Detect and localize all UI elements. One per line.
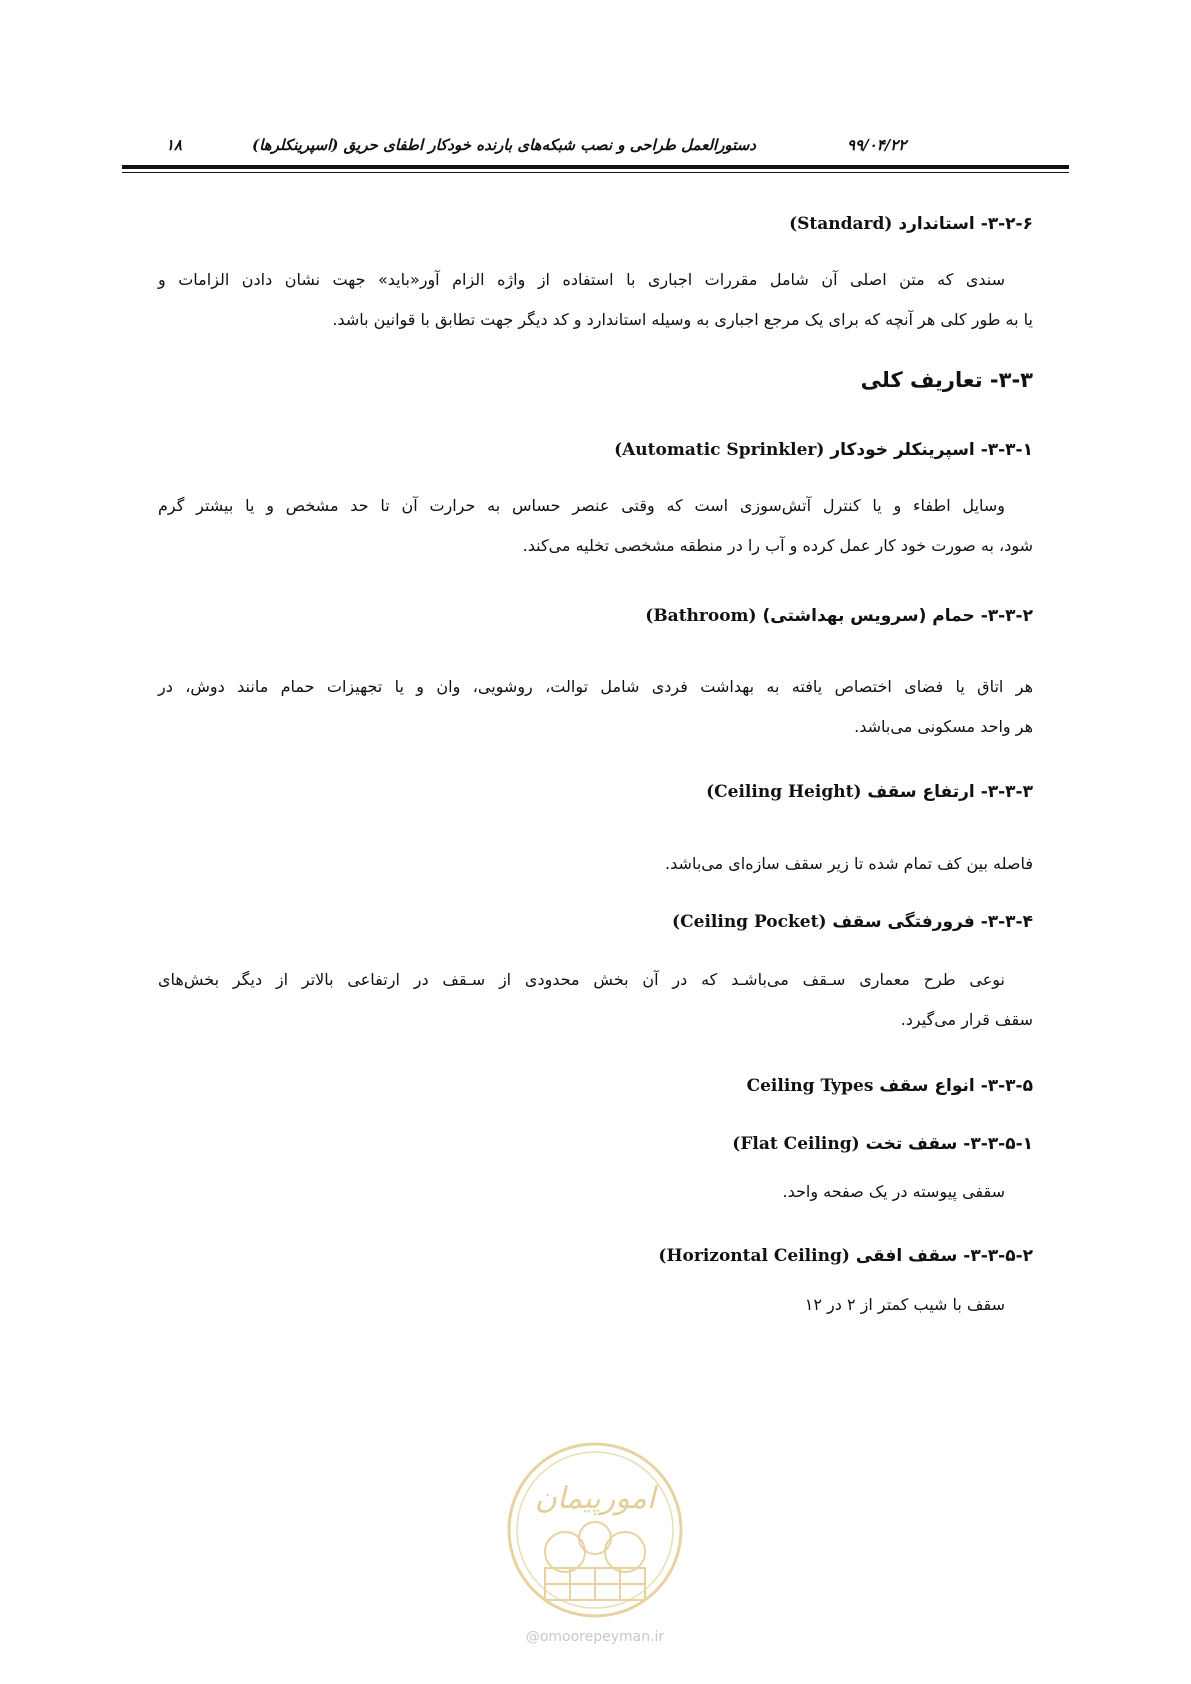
heading-english: (Automatic Sprinkler) xyxy=(614,440,825,460)
paragraph-horizontal-ceiling: سقف با شیب کمتر از ۲ در ۱۲ xyxy=(804,1295,1005,1314)
heading-number: ۳-۳-۳- xyxy=(980,782,1033,802)
heading-ceiling-types xyxy=(747,1076,1033,1096)
heading-ceiling-pocket xyxy=(672,912,1033,932)
heading-number: ۳-۲-۶- xyxy=(980,214,1033,234)
heading-number: ۳-۳-۵-۲- xyxy=(963,1246,1033,1266)
heading-title: فرورفتگی سقف xyxy=(832,912,975,932)
heading-number: ۳-۳-۱- xyxy=(980,440,1033,460)
header-rule-thick xyxy=(122,165,1069,169)
paragraph-line: شود، به صورت خود کار عمل کرده و آب را در منطقه مشخصی تخلیه می‌کند. xyxy=(522,536,1033,555)
svg-text:امورپیمان: امورپیمان xyxy=(534,1481,656,1516)
heading-standard xyxy=(789,214,1033,234)
website-text: omoorepeyman.ir xyxy=(539,1629,665,1645)
heading-flat-ceiling xyxy=(732,1134,1033,1154)
paragraph-ceiling-pocket xyxy=(158,960,1033,1040)
heading-english: (Flat Ceiling) xyxy=(732,1134,860,1154)
paragraph-bathroom xyxy=(158,667,1033,747)
paragraph-standard xyxy=(158,260,1033,340)
heading-ceiling-height xyxy=(706,782,1033,802)
document-title: دستورالعمل طراحی و نصب شبکه‌های بارنده خودکار اطفای حریق (اسپرینکلرها) xyxy=(252,136,756,154)
watermark-seal-logo xyxy=(505,1440,685,1620)
paragraph-automatic-sprinkler xyxy=(158,486,1033,566)
paragraph-line: سقف قرار می‌گیرد. xyxy=(900,1010,1033,1029)
paragraph-line: هر واحد مسکونی می‌باشد. xyxy=(854,717,1033,736)
paragraph-line: نوعی طرح معماری سـقف می‌باشـد که در آن بخش محدودی از سـقف در ارتفاعی بالاتر از دیگر بخش‌های xyxy=(158,970,1005,989)
heading-title: حمام (سرویس بهداشتی) xyxy=(762,606,975,626)
page-header xyxy=(122,128,1069,162)
heading-title: سقف تخت xyxy=(865,1134,958,1154)
heading-title: استاندارد xyxy=(898,214,975,234)
heading-title: سقف افقی xyxy=(855,1246,958,1266)
paragraph-line: یا به طور کلی هر آنچه که برای یک مرجع اجباری به وسیله استاندارد و کد دیگر جهت تطابق با قوانین باشد. xyxy=(332,310,1033,329)
header-rule-thin xyxy=(122,172,1069,173)
paragraph-line: هر اتاق یا فضای اختصاص یافته به بهداشت فردی شامل توالت، روشویی، وان و یا تجهیزات حمام مانند دوش، در xyxy=(158,677,1033,696)
heading-bathroom xyxy=(645,606,1033,626)
heading-number: ۳-۳-۵-۱- xyxy=(963,1134,1033,1154)
heading-english: (Ceiling Pocket) xyxy=(672,912,827,932)
heading-english: (Ceiling Height) xyxy=(706,782,862,802)
heading-title: انواع سقف xyxy=(879,1076,975,1096)
heading-title: اسپرینکلر خودکار xyxy=(830,440,975,460)
document-date: ۹۹/۰۴/۲۲ xyxy=(847,136,907,154)
heading-title: ارتفاع سقف xyxy=(867,782,975,802)
at-icon: @ xyxy=(525,1629,540,1645)
heading-number: ۳-۳-۴- xyxy=(980,912,1033,932)
heading-number: ۳-۳-۲- xyxy=(980,606,1033,626)
heading-number: ۳-۳- xyxy=(989,368,1033,392)
heading-english: (Bathroom) xyxy=(645,606,757,626)
paragraph-line: فاصله بین کف تمام شده تا زیر سقف سازه‌ای می‌باشد. xyxy=(665,854,1033,873)
heading-english: Ceiling Types xyxy=(746,1076,874,1096)
paragraph-flat-ceiling: سقفی پیوسته در یک صفحه واحد. xyxy=(782,1182,1005,1201)
paragraph-line: وسایل اطفاء و یا کنترل آتش‌سوزی است که وقتی عنصر حساس به حرارت آن تا حد مشخص و یا بیشتر گرم xyxy=(158,496,1005,515)
paragraph-line: سندی که متن اصلی آن شامل مقررات اجباری با استفاده از واژه الزام آور«باید» جهت نشان دادن الزامات و xyxy=(158,270,1005,289)
page-number: ۱۸ xyxy=(165,136,182,154)
paragraph-ceiling-height xyxy=(158,844,1033,884)
heading-title: تعاریف کلی xyxy=(860,368,983,392)
heading-english: (Standard) xyxy=(789,214,893,234)
heading-number: ۳-۳-۵- xyxy=(980,1076,1033,1096)
heading-english: (Horizontal Ceiling) xyxy=(658,1246,850,1266)
heading-automatic-sprinkler xyxy=(614,440,1033,460)
watermark-website xyxy=(510,1629,680,1645)
heading-horizontal-ceiling xyxy=(658,1246,1033,1266)
heading-general-definitions xyxy=(861,368,1033,392)
